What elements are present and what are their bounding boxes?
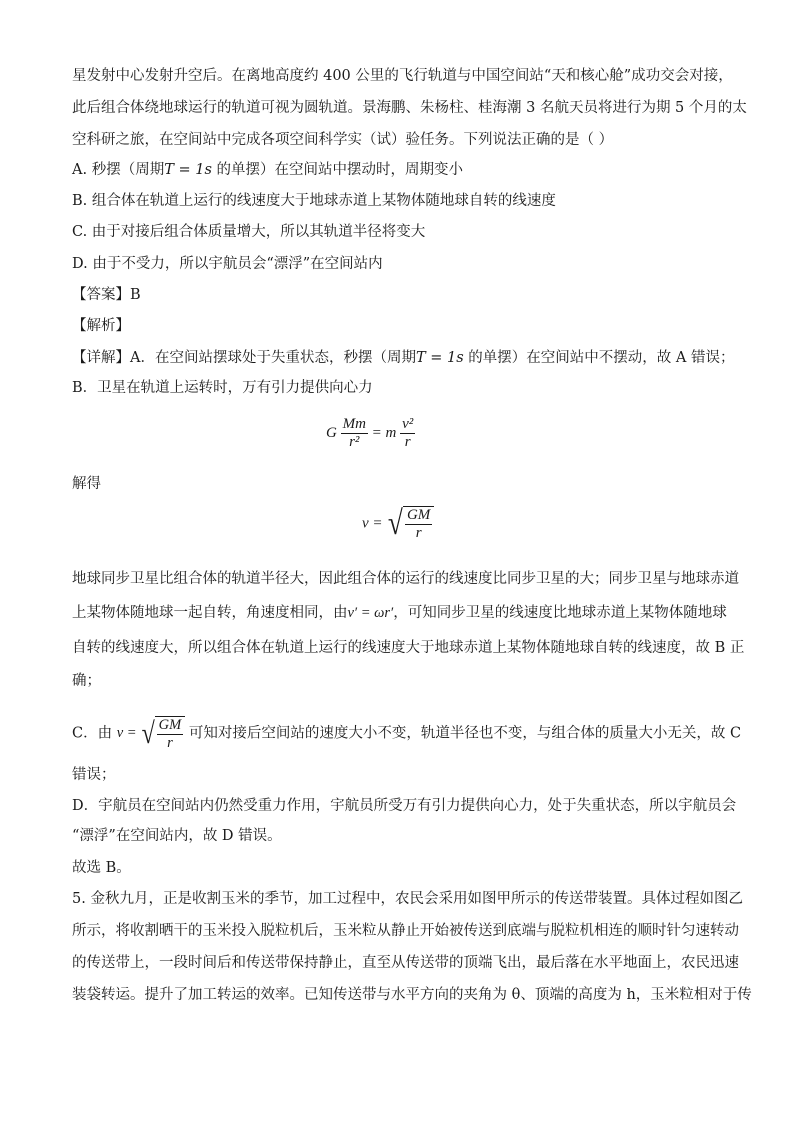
q5-line2: 所示，将收割晒干的玉米投入脱粒机后，玉米粒从静止开始被传送到底端与脱粒机相连的顺时针匀速转动: [72, 923, 739, 939]
sqrt-symbol: √ $\frac{GM}{r}$: [386, 506, 434, 542]
q5-line4: 装袋转运。提升了加工转运的效率。已知传送带与水平方向的夹角为 θ、顶端的高度为 h，玉米粒相对于传: [72, 987, 752, 1003]
solve-label: 解得: [72, 476, 101, 492]
inline-velocity-formula: v = √ $\frac{GM}{r}$: [117, 725, 189, 741]
formula-num-mm: Mm: [342, 416, 366, 432]
detail-c-suffix: 可知对接后空间站的速度大小不变，轨道半径也不变，与组合体的质量大小无关，故 C: [188, 725, 742, 742]
detail-c-line2: 错误；: [72, 767, 116, 783]
inline-sqrt-den: r: [167, 735, 173, 751]
detail-d-line2: “漂浮”在空间站内，故 D 错误。: [72, 828, 282, 844]
detail-b-p1-line2-suffix: ，可知同步卫星的线速度比地球赤道上某物体随地球: [393, 605, 727, 621]
formula-frac-v2: [400, 416, 415, 451]
q5-line1: 5. 金秋九月，正是收割玉米的季节，加工过程中，农民会采用如图甲所示的传送带装置。具体过程如图乙: [72, 891, 743, 907]
detail-c-line: [72, 716, 742, 752]
detail-b-p1-line2: [72, 603, 727, 623]
q4-stem-line2: 此后组合体绕地球运行的轨道可视为圆轨道。景海鹏、朱杨柱、桂海潮 3 名航天员将进行为期 5 个月的太: [72, 100, 747, 116]
detail-a-suffix: 的单摆）在空间站中不摆动，故 A 错误；: [463, 350, 735, 366]
q5-line3: 的传送带上，一段时间后和传送带保持静止，直至从传送带的顶端飞出，最后落在水平地面上，农民迅速: [72, 955, 739, 971]
option-a-prefix: A. 秒摆（周期: [72, 162, 165, 178]
formula-den-r: r: [404, 434, 411, 450]
formula-eq-m: = m: [371, 424, 397, 441]
velocity-v: v =: [362, 515, 383, 532]
answer-label: 【答案】B: [72, 287, 141, 303]
sqrt-num-gm: GM: [406, 507, 431, 523]
option-a-suffix: 的单摆）在空间站中摆动时，周期变小: [211, 162, 464, 178]
velocity-formula: [362, 506, 434, 542]
detail-a-prefix: 【详解】A．在空间站摆球处于失重状态，秒摆（周期: [72, 350, 416, 366]
formula-frac-mm: [341, 416, 368, 451]
q4-option-c: C. 由于对接后组合体质量增大，所以其轨道半径将变大: [72, 224, 426, 240]
detail-c-prefix: C．由: [72, 725, 113, 742]
detail-b-p1-line3: 自转的线速度大，所以组合体在轨道上运行的线速度大于地球赤道上某物体随地球自转的线速度，故 B 正: [72, 640, 745, 656]
detail-b-p1-line2-prefix: 上某物体随地球一起自转，角速度相同，由: [72, 605, 348, 621]
detail-b-p1-line4: 确；: [72, 673, 101, 689]
detail-b-line: B．卫星在轨道上运转时，万有引力提供向心力: [72, 380, 373, 396]
q4-option-d: D. 由于不受力，所以宇航员会“漂浮”在空间站内: [72, 256, 383, 272]
inline-sqrt-num: GM: [158, 717, 182, 733]
q4-option-b: B. 组合体在轨道上运行的线速度大于地球赤道上某物体随地球自转的线速度: [72, 193, 556, 209]
detail-d-line1: D．宇航员在空间站内仍然受重力作用，宇航员所受万有引力提供向心力，处于失重状态，所以宇航员会: [72, 798, 737, 814]
detail-a-line: [72, 348, 735, 368]
omega-formula: v′ = ωr′: [347, 605, 394, 621]
gravitation-formula: [326, 416, 415, 451]
detail-b-p1-line1: 地球同步卫星比组合体的轨道半径大，因此组合体的运行的线速度比同步卫星的大；同步卫星与地球赤道: [72, 571, 739, 587]
formula-g: G: [326, 424, 337, 441]
final-choice: 故选 B。: [72, 860, 131, 876]
q4-stem-line3: 空科研之旅，在空间站中完成各项空间科学实（试）验任务。下列说法正确的是（ ）: [72, 132, 614, 148]
inline-v: v =: [116, 725, 137, 742]
analysis-label: 【解析】: [72, 318, 130, 334]
formula-num-v2: v²: [402, 416, 414, 432]
formula-den-r2: r²: [349, 434, 360, 450]
q4-stem-line1: 星发射中心发射升空后。在离地高度约 400 公里的飞行轨道与中国空间站“天和核心舱”成功交会对接，: [72, 68, 733, 84]
detail-a-period: T = 1s: [415, 350, 464, 366]
sqrt-den-r: r: [415, 525, 422, 541]
option-a-period: T = 1s: [164, 162, 212, 178]
q4-option-a: [72, 160, 724, 180]
